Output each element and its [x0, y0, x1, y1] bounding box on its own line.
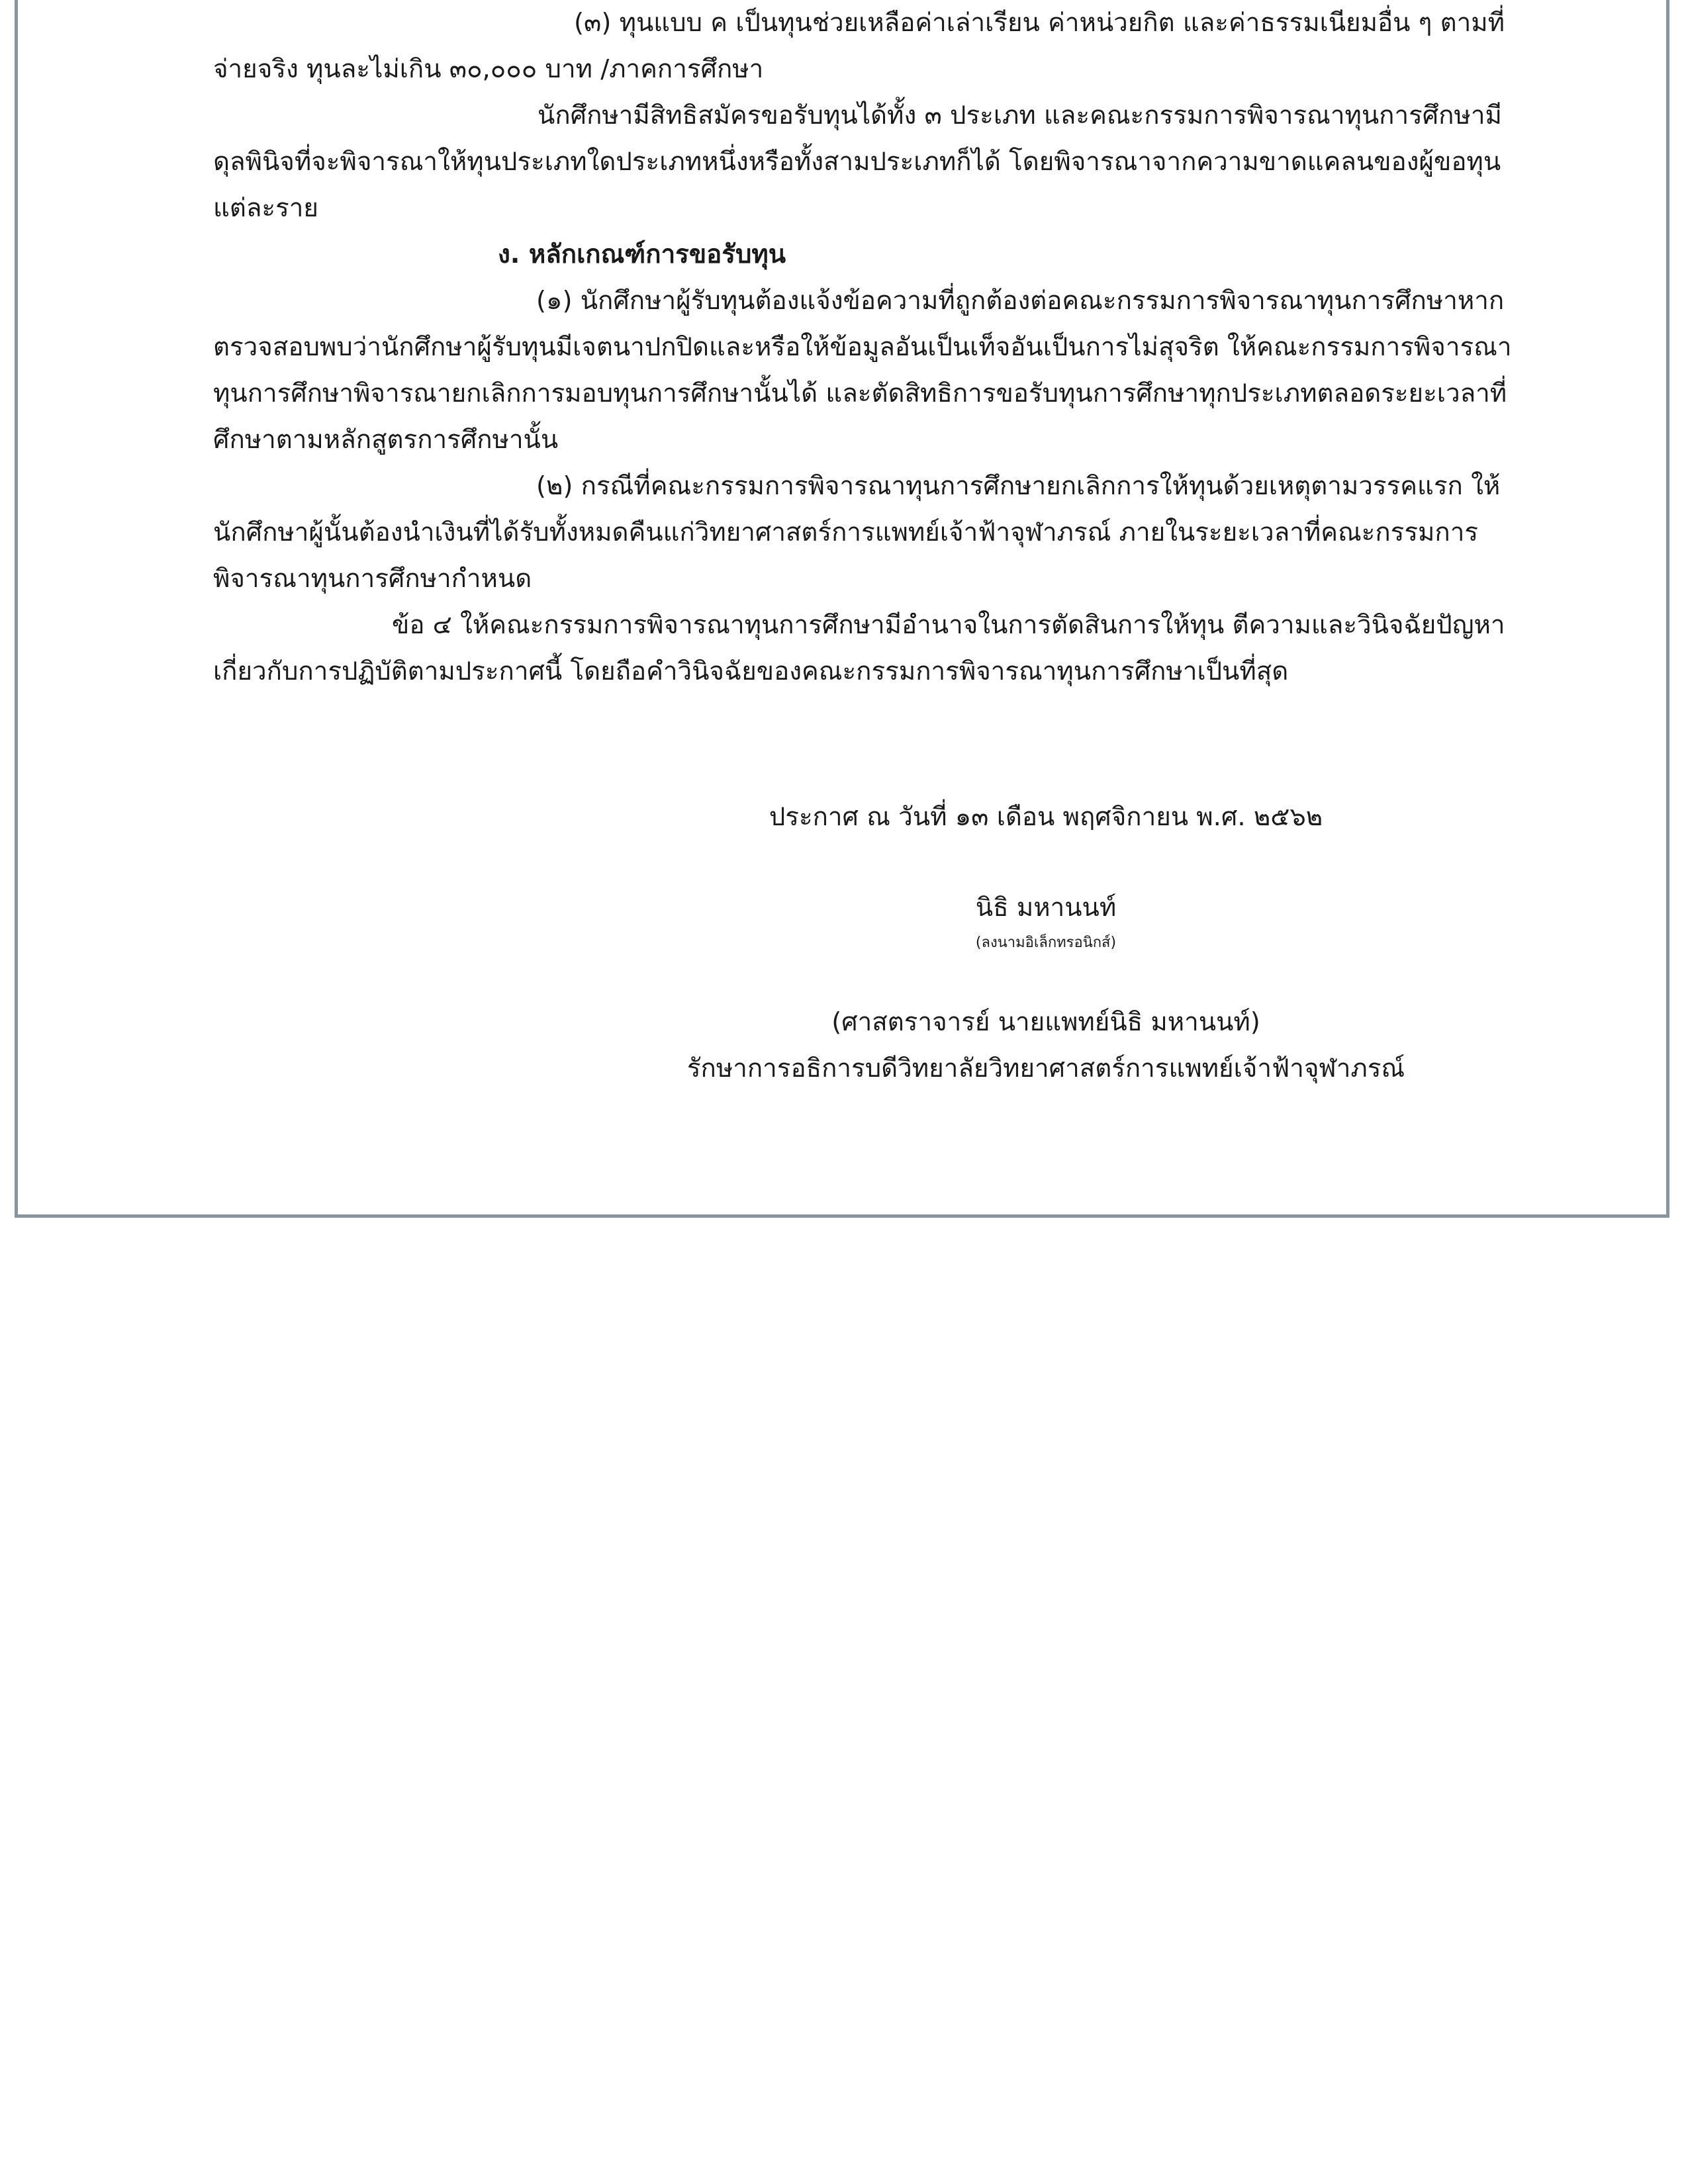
paragraph-line: (๒) กรณีที่คณะกรรมการพิจารณาทุนการศึกษายกเลิกการให้ทุนด้วยเหตุตามวรรคแรก ให้: [536, 471, 1501, 501]
clause-line: ข้อ ๔ ให้คณะกรรมการพิจารณาทุนการศึกษามีอำนาจในการตัดสินการให้ทุน ตีความและวินิจฉัยปัญหา: [392, 610, 1505, 640]
paragraph-line: ศึกษาตามหลักสูตรการศึกษานั้น: [213, 425, 559, 455]
paragraph-line: จ่ายจริง ทุนละไม่เกิน ๓๐,๐๐๐ บาท /ภาคการศึกษา: [213, 54, 764, 84]
signer-position: รักษาการอธิการบดีวิทยาลัยวิทยาศาสตร์การแพทย์เจ้าฟ้าจุฬาภรณ์: [686, 1054, 1405, 1083]
paragraph-line: ดุลพินิจที่จะพิจารณาให้ทุนประเภทใดประเภทหนึ่งหรือทั้งสามประเภทก็ได้ โดยพิจารณาจากความขาดแคลนของผู้ขอทุน: [213, 147, 1501, 177]
section-heading: ง. หลักเกณฑ์การขอรับทุน: [498, 240, 786, 269]
paragraph-line: ทุนการศึกษาพิจารณายกเลิกการมอบทุนการศึกษานั้นได้ และตัดสิทธิการขอรับทุนการศึกษาทุกประเภทตลอดระยะเวลาที่: [213, 379, 1507, 408]
signer-full-title: (ศาสตราจารย์ นายแพทย์นิธิ มหานนท์): [831, 1007, 1260, 1037]
announcement-date: ประกาศ ณ วันที่ ๑๓ เดือน พฤศจิกายน พ.ศ. ๒๕๖๒: [769, 802, 1323, 832]
paragraph-line: แต่ละราย: [213, 193, 318, 223]
paragraph-line: เกี่ยวกับการปฏิบัติตามประกาศนี้ โดยถือคำวินิจฉัยของคณะกรรมการพิจารณาทุนการศึกษาเป็นที่สุด: [213, 657, 1289, 686]
paragraph-line: นักศึกษามีสิทธิสมัครขอรับทุนได้ทั้ง ๓ ประเภท และคณะกรรมการพิจารณาทุนการศึกษามี: [538, 101, 1502, 130]
paragraph-line: (๓) ทุนแบบ ค เป็นทุนช่วยเหลือค่าเล่าเรียน ค่าหน่วยกิต และค่าธรรมเนียมอื่น ๆ ตามที่: [574, 8, 1505, 38]
paragraph-line: พิจารณาทุนการศึกษากำหนด: [213, 564, 532, 594]
signer-name: นิธิ มหานนท์: [975, 893, 1117, 923]
paragraph-line: นักศึกษาผู้นั้นต้องนำเงินที่ได้รับทั้งหมดคืนแก่วิทยาศาสตร์การแพทย์เจ้าฟ้าจุฬาภรณ์ ภายในระยะเวลาที่คณะกรรมการ: [213, 518, 1479, 547]
paragraph-line: ตรวจสอบพบว่านักศึกษาผู้รับทุนมีเจตนาปกปิดและหรือให้ข้อมูลอันเป็นเท็จอันเป็นการไม่สุจริต ให้คณะกรรมการพิจารณา: [213, 332, 1512, 362]
paragraph-line: (๑) นักศึกษาผู้รับทุนต้องแจ้งข้อความที่ถูกต้องต่อคณะกรรมการพิจารณาทุนการศึกษาหาก: [536, 286, 1505, 316]
electronic-signature-note: (ลงนามอิเล็กทรอนิกส์): [975, 934, 1117, 951]
document-body: [213, 0, 1517, 695]
